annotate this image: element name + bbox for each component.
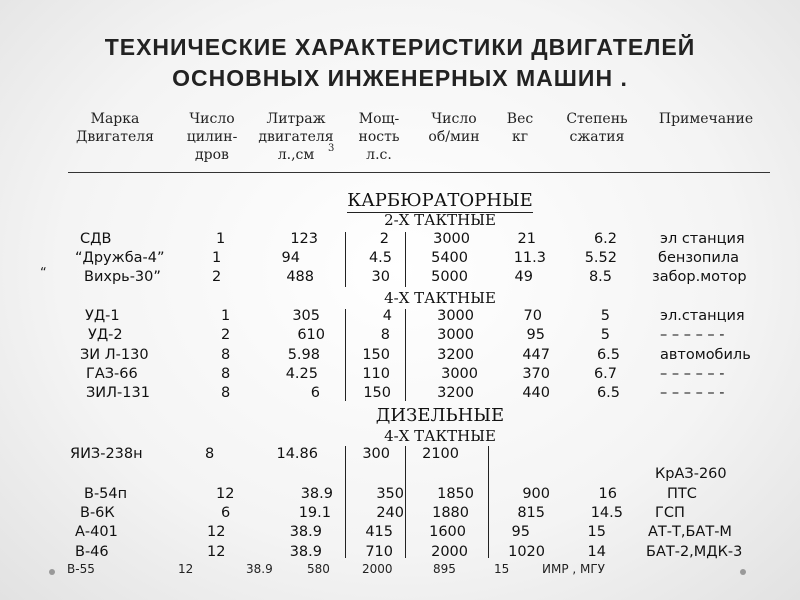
cell-cyl: 8 — [205, 446, 215, 462]
cell-compr: 5 — [600, 327, 610, 343]
cell-cyl: 1 — [221, 308, 231, 324]
cell-note: забор.мотор — [652, 269, 747, 285]
bottom-row-brand: В-55 — [67, 562, 95, 576]
cell-note: ПТС — [667, 486, 697, 502]
cell-power: 300 — [362, 446, 390, 462]
cell-weight: 49 — [514, 269, 533, 285]
cell-weight: 70 — [523, 308, 542, 324]
cell-weight: 21 — [517, 231, 536, 247]
cell-disp: 488 — [286, 269, 314, 285]
cell-disp: 5.98 — [287, 347, 320, 363]
header-power: Мощ- ность л.с. — [358, 111, 400, 163]
cell-note: – – – – – - — [660, 327, 725, 343]
title-line-1: ТЕХНИЧЕСКИЕ ХАРАКТЕРИСТИКИ ДВИГАТЕЛЕЙ — [104, 34, 696, 60]
cell-cyl: 1 — [216, 231, 226, 247]
cell-disp: 38.9 — [300, 486, 333, 502]
cell-cyl: 12 — [216, 486, 235, 502]
cell-rpm: 5000 — [431, 269, 468, 285]
cell-brand: Вихрь-30” — [84, 269, 161, 285]
cell-brand: ГАЗ-66 — [86, 366, 138, 382]
cell-cyl: 12 — [207, 544, 226, 560]
cell-disp: 38.9 — [289, 544, 322, 560]
header-brand: Марка Двигателя — [75, 111, 155, 145]
cell-rpm: 3000 — [441, 366, 478, 382]
cell-rpm: 1880 — [432, 505, 469, 521]
cell-brand: ЯИЗ-238н — [70, 446, 143, 462]
cell-power: 150 — [363, 385, 391, 401]
header-compression: Степень сжатия — [566, 111, 628, 145]
cell-brand: СДВ — [80, 231, 112, 247]
cell-cyl: 1 — [212, 250, 222, 266]
bottom-row-note: ИМР , МГУ — [542, 562, 605, 576]
cell-note: КрАЗ-260 — [655, 466, 727, 482]
bottom-row-weight: 895 — [433, 562, 456, 576]
cell-rpm: 2000 — [431, 544, 468, 560]
header-cylinders: Число цилин- дров — [186, 111, 238, 163]
cell-disp: 4.25 — [285, 366, 318, 382]
cell-power: 30 — [371, 269, 390, 285]
cell-disp: 38.9 — [289, 524, 322, 540]
bullet-dot-left — [49, 569, 55, 575]
cell-cyl: 8 — [221, 347, 231, 363]
header-displacement: Литраж двигателя л.,см 3 — [258, 111, 335, 163]
cell-rpm: 3000 — [437, 308, 474, 324]
cell-weight: 95 — [526, 327, 545, 343]
cell-power: 4 — [382, 308, 392, 324]
section-two-stroke: 2-Х ТАКТНЫЕ — [384, 211, 496, 229]
cell-weight: 95 — [511, 524, 530, 540]
cell-disp: 19.1 — [298, 505, 331, 521]
cell-rpm: 2100 — [422, 446, 459, 462]
header-divider — [68, 172, 770, 173]
stray-quote-mark: “ — [40, 266, 47, 281]
cell-power: 4.5 — [368, 250, 392, 266]
cell-weight: 1020 — [508, 544, 545, 560]
cell-cyl: 8 — [221, 366, 231, 382]
cell-compr: 16 — [598, 486, 617, 502]
cell-cyl: 2 — [221, 327, 231, 343]
cell-disp: 94 — [281, 250, 300, 266]
cell-brand: ЗИЛ-131 — [86, 385, 150, 401]
cell-rpm: 3000 — [437, 327, 474, 343]
cell-note: эл станция — [660, 231, 745, 247]
bottom-row-power: 580 — [307, 562, 330, 576]
cell-compr: 14.5 — [590, 505, 623, 521]
cell-note: – – – – – - — [660, 366, 725, 382]
cell-weight: 11.3 — [513, 250, 546, 266]
cell-brand: УД-1 — [85, 308, 120, 324]
cell-compr: 6.5 — [596, 385, 620, 401]
cell-note: – – – – – - — [660, 385, 725, 401]
cell-note: эл.станция — [660, 308, 745, 324]
section-diesel: ДИЗЕЛЬНЫЕ — [375, 405, 505, 426]
cell-rpm: 3000 — [433, 231, 470, 247]
title-line-2: ОСНОВНЫХ ИНЖЕНЕРНЫХ МАШИН . — [172, 65, 628, 91]
cell-note: бензопила — [658, 250, 739, 266]
cell-disp: 610 — [297, 327, 325, 343]
cell-cyl: 8 — [221, 385, 231, 401]
cell-compr: 5 — [600, 308, 610, 324]
header-rpm: Число об/мин — [428, 111, 480, 145]
cell-brand: ЗИ Л-130 — [80, 347, 149, 363]
cell-weight: 440 — [522, 385, 550, 401]
cell-compr: 6.5 — [596, 347, 620, 363]
cell-disp: 305 — [292, 308, 320, 324]
section-carburetor: КАРБЮРАТОРНЫЕ — [347, 190, 533, 211]
cell-compr: 15 — [587, 524, 606, 540]
cell-disp: 6 — [310, 385, 320, 401]
cell-brand: В-54п — [84, 486, 128, 502]
cell-compr: 6.7 — [593, 366, 617, 382]
cell-power: 2 — [379, 231, 389, 247]
cell-power: 110 — [362, 366, 390, 382]
cell-brand: А-401 — [75, 524, 118, 540]
cell-power: 710 — [365, 544, 393, 560]
bottom-row-rpm: 2000 — [362, 562, 393, 576]
cell-compr: 8.5 — [588, 269, 612, 285]
cell-brand: В-6К — [80, 505, 115, 521]
cell-note: БАТ-2,МДК-3 — [646, 544, 743, 560]
cell-brand: “Дружба-4” — [75, 250, 165, 266]
cell-rpm: 1850 — [437, 486, 474, 502]
cell-note: автомобиль — [660, 347, 751, 363]
cell-rpm: 5400 — [431, 250, 468, 266]
cell-brand: В-46 — [75, 544, 109, 560]
bullet-dot-right — [740, 569, 746, 575]
cell-compr: 6.2 — [593, 231, 617, 247]
bottom-row-cylinders: 12 — [178, 562, 194, 576]
header-weight: Вес кг — [506, 111, 534, 145]
cell-weight: 815 — [517, 505, 545, 521]
cell-cyl: 12 — [207, 524, 226, 540]
cell-cyl: 6 — [221, 505, 231, 521]
header-note: Примечание — [658, 111, 754, 127]
cell-compr: 5.52 — [584, 250, 617, 266]
cell-rpm: 3200 — [437, 385, 474, 401]
cell-weight: 900 — [522, 486, 550, 502]
cell-power: 150 — [362, 347, 390, 363]
cell-power: 8 — [380, 327, 390, 343]
cell-weight: 370 — [522, 366, 550, 382]
cell-compr: 14 — [587, 544, 606, 560]
cell-disp: 14.86 — [276, 446, 318, 462]
cell-power: 415 — [365, 524, 393, 540]
cell-weight: 447 — [522, 347, 550, 363]
section-four-stroke-1: 4-Х ТАКТНЫЕ — [384, 289, 496, 307]
cell-note: АТ-Т,БАТ-М — [648, 524, 732, 540]
cell-brand: УД-2 — [88, 327, 123, 343]
cell-rpm: 1600 — [429, 524, 466, 540]
cell-power: 240 — [376, 505, 404, 521]
section-four-stroke-2: 4-Х ТАКТНЫЕ — [384, 427, 496, 445]
bottom-row-displacement: 38.9 — [246, 562, 273, 576]
header-displacement-superscript: 3 — [328, 143, 335, 154]
cell-cyl: 2 — [212, 269, 222, 285]
cell-rpm: 3200 — [437, 347, 474, 363]
cell-disp: 123 — [290, 231, 318, 247]
cell-power: 350 — [376, 486, 404, 502]
cell-note: ГСП — [655, 505, 685, 521]
bottom-row-compression: 15 — [494, 562, 510, 576]
